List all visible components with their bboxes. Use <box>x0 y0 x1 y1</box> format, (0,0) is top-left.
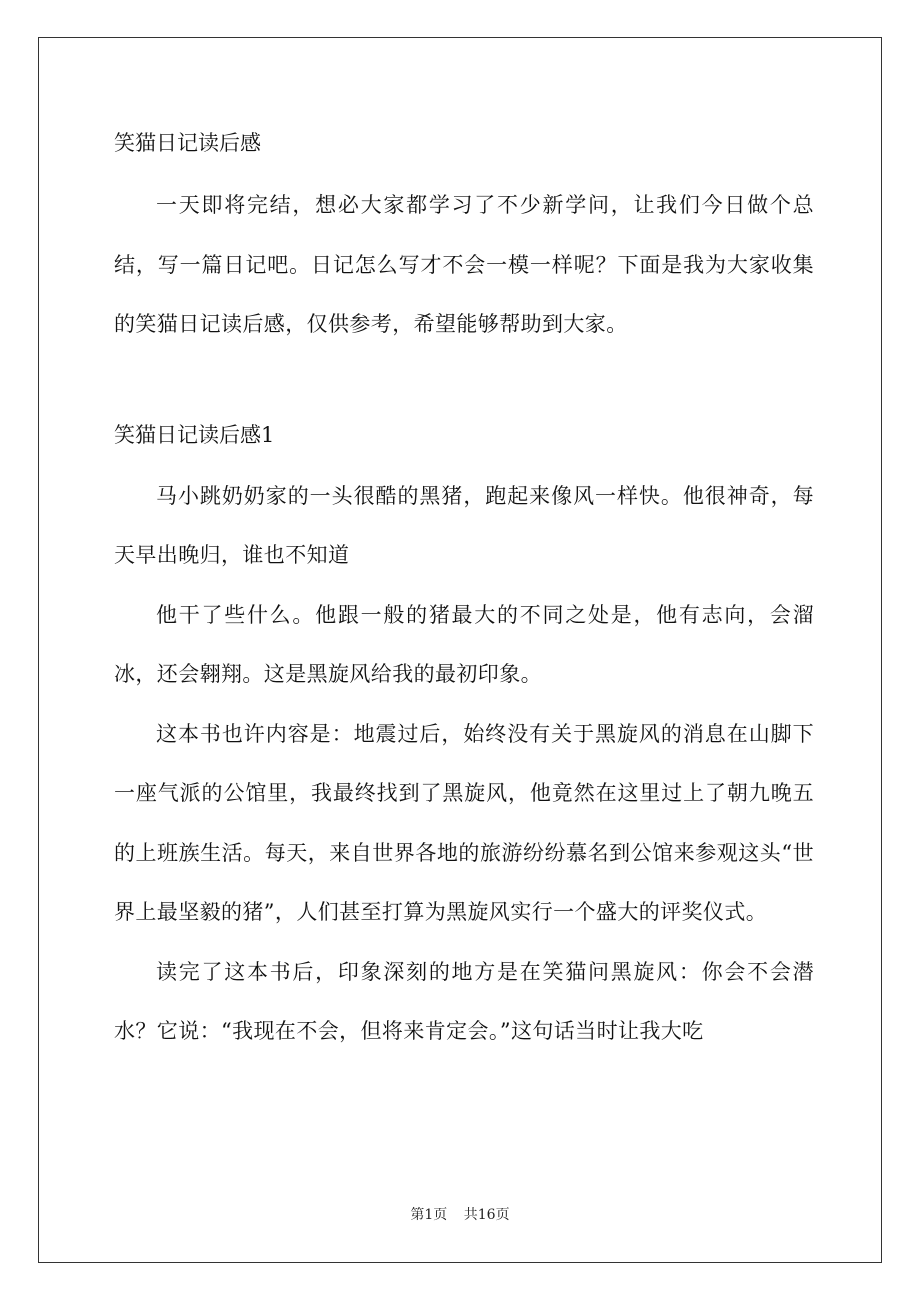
intro-paragraph: 一天即将完结，想必大家都学习了不少新学问，让我们今日做个总结，写一篇日记吧。日记怎么写才不会一模一样呢？下面是我为大家收集的笑猫日记读后感，仅供参考，希望能够帮助到大家。 <box>114 193 814 336</box>
page-number: 第1页 <box>410 1207 448 1223</box>
body-paragraph: 马小跳奶奶家的一头很酷的黑猪，跑起来像风一样快。他很神奇，每天早出晚归，谁也不知道 <box>114 483 814 567</box>
page-total: 共16页 <box>463 1207 510 1223</box>
document-title: 笑猫日记读后感 <box>114 131 261 155</box>
body-paragraph: 读完了这本书后，印象深刻的地方是在笑猫问黑旋风：你会不会潜水？它说：“我现在不会，但将来肯定会。”这句话当时让我大吃 <box>114 959 814 1043</box>
section-heading: 笑猫日记读后感1 <box>114 422 275 447</box>
body-paragraph: 这本书也许内容是：地震过后，始终没有关于黑旋风的消息在山脚下一座气派的公馆里，我最终找到了黑旋风，他竟然在这里过上了朝九晚五的上班族生活。每天，来自世界各地的旅游纷纷慕名到公馆来参观这头“世界上最坚毅的猪”，人们甚至打算为黑旋风实行一个盛大的评奖仪式。 <box>114 721 814 924</box>
body-paragraph: 他干了些什么。他跟一般的猪最大的不同之处是，他有志向，会溜冰，还会翱翔。这是黑旋风给我的最初印象。 <box>114 602 814 686</box>
page-footer <box>0 1204 920 1224</box>
document-body <box>114 118 814 1062</box>
